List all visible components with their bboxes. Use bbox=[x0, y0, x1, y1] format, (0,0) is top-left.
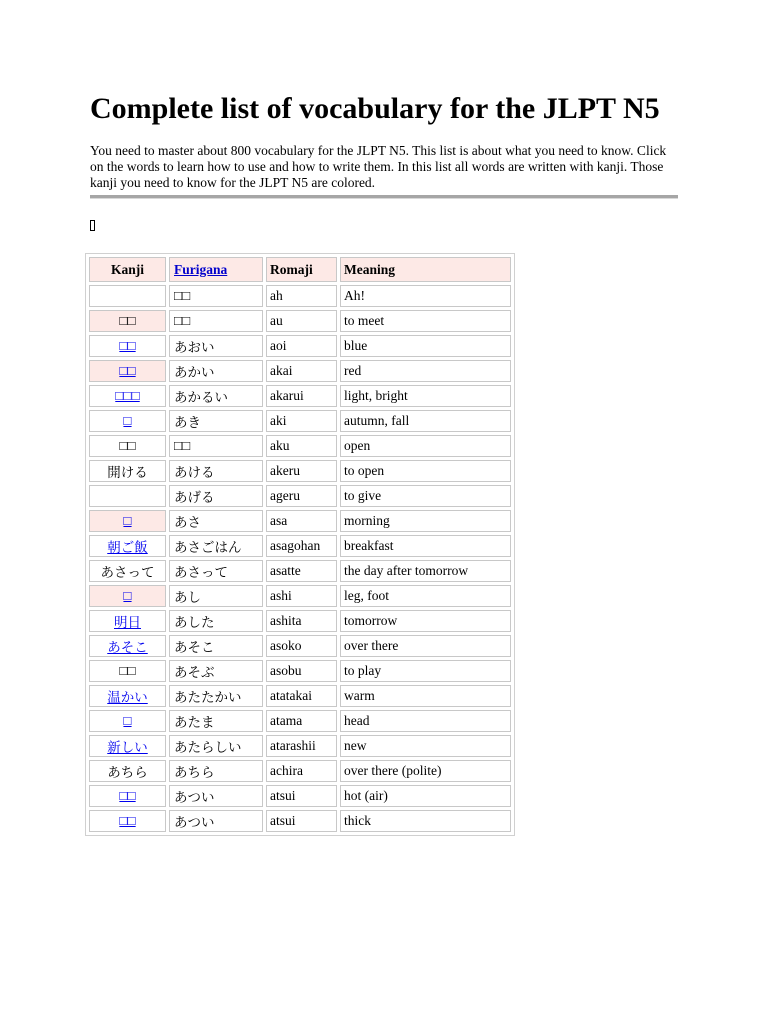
romaji-cell: asoko bbox=[266, 635, 337, 657]
meaning-cell: over there bbox=[340, 635, 511, 657]
kanji-cell: 開ける bbox=[89, 460, 166, 482]
furigana-cell: あげる bbox=[169, 485, 263, 507]
kanji-link[interactable]: □□ bbox=[119, 363, 136, 378]
meaning-cell: the day after tomorrow bbox=[340, 560, 511, 582]
meaning-cell: breakfast bbox=[340, 535, 511, 557]
table-header-row bbox=[89, 257, 511, 282]
romaji-cell: atsui bbox=[266, 785, 337, 807]
meaning-cell: to open bbox=[340, 460, 511, 482]
furigana-cell: □□ bbox=[169, 285, 263, 307]
kanji-cell bbox=[89, 785, 166, 807]
furigana-cell: □□ bbox=[169, 310, 263, 332]
kanji-link[interactable]: あそこ bbox=[107, 640, 148, 655]
furigana-cell: あちら bbox=[169, 760, 263, 782]
table-row bbox=[89, 610, 511, 632]
furigana-cell: あそぶ bbox=[169, 660, 263, 682]
table-row bbox=[89, 410, 511, 432]
table-row bbox=[89, 460, 511, 482]
table-row bbox=[89, 510, 511, 532]
table-row bbox=[89, 335, 511, 357]
table-row bbox=[89, 435, 511, 457]
romaji-cell: atatakai bbox=[266, 685, 337, 707]
romaji-cell: asa bbox=[266, 510, 337, 532]
table-row bbox=[89, 285, 511, 307]
table-row bbox=[89, 360, 511, 382]
meaning-cell: autumn, fall bbox=[340, 410, 511, 432]
table-row bbox=[89, 760, 511, 782]
kanji-cell bbox=[89, 810, 166, 832]
table-row bbox=[89, 385, 511, 407]
romaji-cell: ageru bbox=[266, 485, 337, 507]
kanji-cell bbox=[89, 335, 166, 357]
romaji-cell: asagohan bbox=[266, 535, 337, 557]
table-row bbox=[89, 660, 511, 682]
kanji-cell bbox=[89, 510, 166, 532]
meaning-cell: blue bbox=[340, 335, 511, 357]
header-meaning: Meaning bbox=[340, 257, 511, 282]
table-row bbox=[89, 735, 511, 757]
table-row bbox=[89, 785, 511, 807]
meaning-cell: open bbox=[340, 435, 511, 457]
romaji-cell: ah bbox=[266, 285, 337, 307]
table-row bbox=[89, 710, 511, 732]
furigana-cell: あたま bbox=[169, 710, 263, 732]
table-row bbox=[89, 535, 511, 557]
vocabulary-table bbox=[85, 253, 515, 836]
meaning-cell: head bbox=[340, 710, 511, 732]
table-row bbox=[89, 310, 511, 332]
kanji-link[interactable]: □□ bbox=[119, 788, 136, 803]
furigana-cell: あさ bbox=[169, 510, 263, 532]
header-romaji: Romaji bbox=[266, 257, 337, 282]
romaji-cell: akeru bbox=[266, 460, 337, 482]
furigana-cell: あたらしい bbox=[169, 735, 263, 757]
meaning-cell: light, bright bbox=[340, 385, 511, 407]
meaning-cell: over there (polite) bbox=[340, 760, 511, 782]
romaji-cell: aki bbox=[266, 410, 337, 432]
kanji-link[interactable]: 新しい bbox=[107, 740, 148, 755]
table-row bbox=[89, 485, 511, 507]
header-kanji: Kanji bbox=[89, 257, 166, 282]
furigana-cell: あける bbox=[169, 460, 263, 482]
kanji-cell bbox=[89, 735, 166, 757]
kanji-cell bbox=[89, 685, 166, 707]
romaji-cell: atarashii bbox=[266, 735, 337, 757]
meaning-cell: to give bbox=[340, 485, 511, 507]
romaji-cell: aku bbox=[266, 435, 337, 457]
table-row bbox=[89, 585, 511, 607]
furigana-cell: あつい bbox=[169, 785, 263, 807]
meaning-cell: to play bbox=[340, 660, 511, 682]
kanji-link[interactable]: □□ bbox=[119, 813, 136, 828]
furigana-cell: あさごはん bbox=[169, 535, 263, 557]
meaning-cell: thick bbox=[340, 810, 511, 832]
romaji-cell: ashita bbox=[266, 610, 337, 632]
furigana-cell: あかるい bbox=[169, 385, 263, 407]
romaji-cell: atama bbox=[266, 710, 337, 732]
meaning-cell: morning bbox=[340, 510, 511, 532]
kanji-link[interactable]: 温かい bbox=[107, 690, 148, 705]
kanji-cell bbox=[89, 610, 166, 632]
furigana-cell: あき bbox=[169, 410, 263, 432]
kanji-cell: あさって bbox=[89, 560, 166, 582]
kanji-cell bbox=[89, 585, 166, 607]
kanji-cell: □□ bbox=[89, 660, 166, 682]
romaji-cell: aoi bbox=[266, 335, 337, 357]
meaning-cell: new bbox=[340, 735, 511, 757]
kanji-cell: □□ bbox=[89, 310, 166, 332]
meaning-cell: hot (air) bbox=[340, 785, 511, 807]
romaji-cell: akai bbox=[266, 360, 337, 382]
romaji-cell: ashi bbox=[266, 585, 337, 607]
kanji-link[interactable]: □ bbox=[123, 513, 132, 528]
kanji-cell bbox=[89, 360, 166, 382]
intro-paragraph: You need to master about 800 vocabulary for the JLPT N5. This list is about what you need to know. Click on the words to learn how to use and how to write them. In this list all words are written with kanji. Those kanji you need to know for the JLPT N5 are colored. bbox=[90, 143, 667, 190]
table-row bbox=[89, 560, 511, 582]
meaning-cell: leg, foot bbox=[340, 585, 511, 607]
kanji-link[interactable]: □ bbox=[123, 713, 132, 728]
furigana-header-link[interactable]: Furigana bbox=[174, 261, 228, 277]
kanji-link[interactable]: □ bbox=[123, 588, 132, 603]
romaji-cell: achira bbox=[266, 760, 337, 782]
furigana-cell: あたたかい bbox=[169, 685, 263, 707]
kanji-link[interactable]: □□ bbox=[119, 338, 136, 353]
kanji-cell bbox=[89, 535, 166, 557]
meaning-cell: to meet bbox=[340, 310, 511, 332]
romaji-cell: asatte bbox=[266, 560, 337, 582]
kanji-cell bbox=[89, 385, 166, 407]
romaji-cell: asobu bbox=[266, 660, 337, 682]
furigana-cell: □□ bbox=[169, 435, 263, 457]
table-row bbox=[89, 685, 511, 707]
meaning-cell: tomorrow bbox=[340, 610, 511, 632]
horizontal-rule bbox=[90, 195, 678, 199]
header-furigana bbox=[169, 257, 263, 282]
romaji-cell: akarui bbox=[266, 385, 337, 407]
meaning-cell: red bbox=[340, 360, 511, 382]
table-row bbox=[89, 810, 511, 832]
furigana-cell: あおい bbox=[169, 335, 263, 357]
kanji-link[interactable]: 朝ご飯 bbox=[107, 540, 148, 555]
furigana-cell: あそこ bbox=[169, 635, 263, 657]
furigana-cell: あした bbox=[169, 610, 263, 632]
page-title: Complete list of vocabulary for the JLPT N5 bbox=[90, 92, 660, 125]
kanji-link[interactable]: □□□ bbox=[115, 388, 140, 403]
kanji-cell bbox=[89, 635, 166, 657]
missing-glyph-icon bbox=[90, 220, 95, 231]
kanji-cell bbox=[89, 285, 166, 307]
table-row bbox=[89, 635, 511, 657]
kanji-cell: □□ bbox=[89, 435, 166, 457]
kanji-cell bbox=[89, 710, 166, 732]
meaning-cell: Ah! bbox=[340, 285, 511, 307]
romaji-cell: au bbox=[266, 310, 337, 332]
kanji-link[interactable]: □ bbox=[123, 413, 132, 428]
furigana-cell: あし bbox=[169, 585, 263, 607]
furigana-cell: あさって bbox=[169, 560, 263, 582]
meaning-cell: warm bbox=[340, 685, 511, 707]
kanji-link[interactable]: 明日 bbox=[114, 615, 141, 630]
kanji-cell: あちら bbox=[89, 760, 166, 782]
kanji-cell bbox=[89, 410, 166, 432]
furigana-cell: あかい bbox=[169, 360, 263, 382]
furigana-cell: あつい bbox=[169, 810, 263, 832]
kanji-cell bbox=[89, 485, 166, 507]
romaji-cell: atsui bbox=[266, 810, 337, 832]
table-body bbox=[89, 285, 511, 832]
